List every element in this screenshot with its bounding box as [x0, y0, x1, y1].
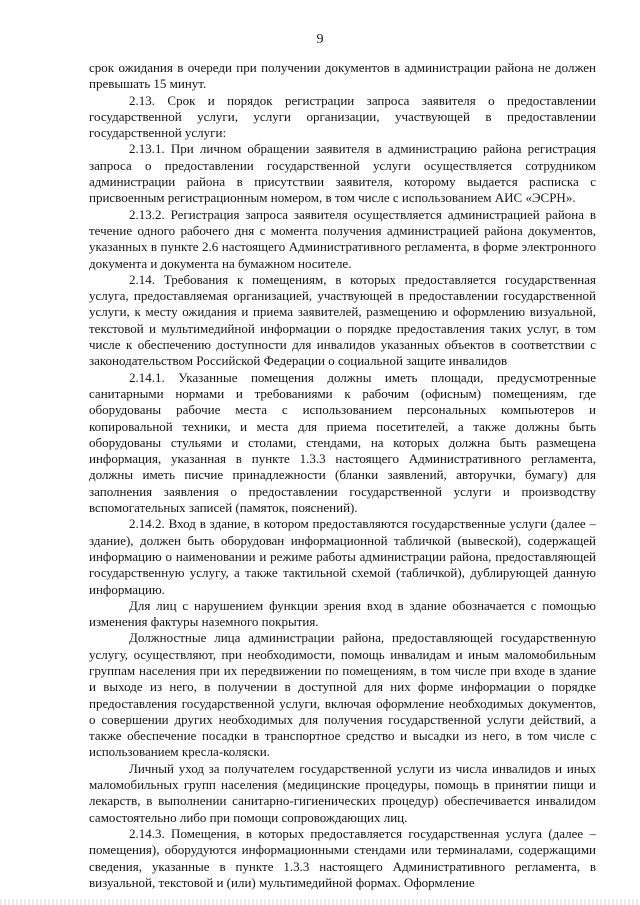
paragraph-2-13-2: 2.13.2. Регистрация запроса заявителя осуществляется администрацией района в течение одного рабочего дня с момента получения администрацией района документов, указанных в пункте 2.6 настоящего Административного регламента, в форме электронного документа и документа на бумажном носителе.: [89, 206, 596, 271]
paragraph-2-14: 2.14. Требования к помещениям, в которых предоставляется государственная услуга, предоставляемая организацией, участвующей в предоставлении государственной услуги, к месту ожидания и приема заявителей, размещению и оформлению визуальной, текстовой и мультимедийной информации о порядке предоставления таких услуг, в том числе к обеспечению доступности для инвалидов указанных объектов в соответствии с законодательством Российской Федерации о социальной защите инвалидов: [89, 271, 596, 369]
scan-edge-artifact: [0, 899, 640, 905]
paragraph-staff-assistance: Должностные лица администрации района, предоставляющей государственную услугу, осуществляют, при необходимости, помощь инвалидам и иным маломобильным группам населения при их передвижении по помещениям, в том числе при входе в здание и выходе из него, в получении в доступной для них форме информации о порядке предоставления государственной услуги, включая оформление необходимых документов, о совершении других необходимых для получения государственной услуги действий, а также обеспечение посадки в транспортное средство и высадки из него, в том числе с использованием кресла-коляски.: [89, 630, 596, 760]
page-number: 9: [316, 32, 324, 47]
paragraph-personal-care: Личный уход за получателем государственной услуги из числа инвалидов и иных маломобильных групп населения (медицинские процедуры, помощь в принятии пищи и лекарств, в выполнении санитарно-гигиенических процедур) обеспечивается инвалидом самостоятельно либо при помощи сопровождающих лиц.: [89, 760, 596, 825]
document-body: [89, 60, 596, 891]
paragraph-2-14-1: 2.14.1. Указанные помещения должны иметь площади, предусмотренные санитарными нормами и требованиями к рабочим (офисным) помещениям, где оборудованы рабочие места с использованием персональных компьютеров и копировальной техники, и места для приема посетителей, а также должны быть оборудованы стульями и столами, стендами, на которых должна быть размещена информация, указанная в пункте 1.3.3 настоящего Административного регламента, должны иметь писчие принадлежности (бланки заявлений, авторучки, бумагу) для заполнения заявления о предоставлении государственной услуги и производству вспомогательных записей (памяток, пояснений).: [89, 369, 596, 516]
paragraph-2-14-2: 2.14.2. Вход в здание, в котором предоставляются государственные услуги (далее – здание), должен быть оборудован информационной табличкой (вывеской), содержащей информацию о наименовании и режиме работы администрации района, предоставляющей государственную услугу, а также тактильной схемой (табличкой), дублирующей данную информацию.: [89, 516, 596, 597]
paragraph-2-13-1: 2.13.1. При личном обращении заявителя в администрацию района регистрация запроса о предоставлении государственной услуги осуществляется сотрудником администрации района в присутствии заявителя, которому выдается расписка с присвоенным регистрационным номером, в том числе с использованием АИС «ЭСРН».: [89, 141, 596, 206]
paragraph-continuation: срок ожидания в очереди при получении документов в администрации района не должен превышать 15 минут.: [89, 60, 596, 92]
paragraph-2-13: 2.13. Срок и порядок регистрации запроса заявителя о предоставлении государственной услуги, услуги организации, участвующей в предоставлении государственной услуги:: [89, 92, 596, 141]
paragraph-2-14-3: 2.14.3. Помещения, в которых предоставляется государственная услуга (далее – помещения), оборудуются информационными стендами или терминалами, содержащими сведения, указанные в пункте 1.3.3 настоящего Административного регламента, в визуальной, текстовой и (или) мультимедийной формах. Оформление: [89, 825, 596, 890]
paragraph-vision-impaired: Для лиц с нарушением функции зрения вход в здание обозначается с помощью изменения фактуры наземного покрытия.: [89, 597, 596, 630]
